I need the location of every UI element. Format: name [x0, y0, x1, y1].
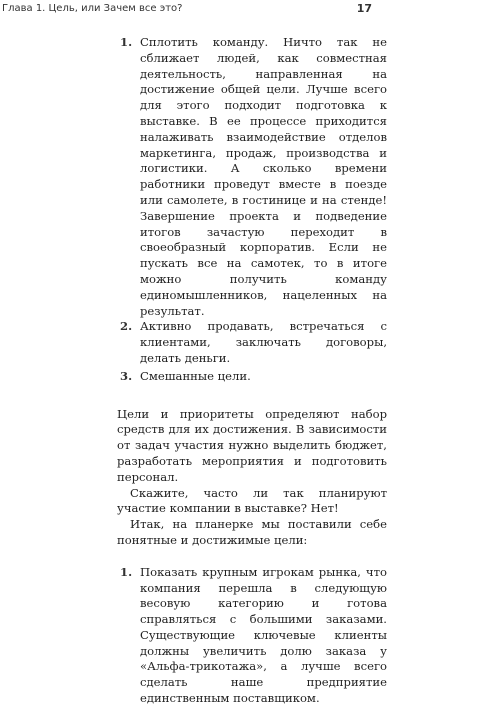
- paragraph: Скажите, часто ли так планируют участие компании в выставке? Нет!: [117, 485, 387, 516]
- list-item: [117, 565, 387, 707]
- list-number: 1.: [120, 564, 133, 579]
- list-text: Показать крупным игрокам рынка, что компания перешла в следующую весовую категорию и готова справляться с большими заказами. Существующие ключевые клиенты должны увеличить долю заказа у «Альфа-трикотажа», а лучше всего сделать наше предприятие единственным поставщиком.: [140, 564, 387, 706]
- list-number: 2.: [120, 319, 133, 334]
- list-text: Смешанные цели.: [140, 368, 251, 383]
- list-item: [117, 319, 387, 366]
- page-number: 17: [356, 2, 372, 15]
- paragraph: Цели и приоритеты определяют набор средств для их достижения. В зависимости от задач участия нужно выделить бюджет, разработать мероприятия и подготовить персонал.: [117, 406, 387, 484]
- page-header: [0, 0, 500, 20]
- list-item: [117, 369, 387, 385]
- list-item: [117, 35, 387, 319]
- list-number: 3.: [120, 368, 133, 383]
- goals-list: [117, 35, 387, 385]
- list-text: Активно продавать, встречаться с клиентами, заключать договоры, делать деньги.: [140, 319, 387, 365]
- page-body: [117, 35, 387, 707]
- set-goals-list: [117, 565, 387, 707]
- list-text: Сплотить команду. Ничто так не сближает людей, как совместная деятельность, направленная на достижение общей цели. Лучше всего для этого подходит подготовка к выставке. В ее процессе приходится налаживать взаимодействие отделов маркетинга, продаж, производства и логистики. А сколько времени работники проведут вместе в поезде или самолете, в гостинице и на стенде! Завершение проекта и подведение итогов зачастую переходит в своеобразный корпоратив. Если не пускать все на самотек, то в итоге можно получить команду единомышленников, нацеленных на результат.: [140, 35, 387, 318]
- list-number: 1.: [120, 35, 133, 49]
- paragraph: Итак, на планерке мы поставили себе понятные и достижимые цели:: [117, 517, 387, 547]
- chapter-title: Глава 1. Цель, или Зачем все это?: [2, 3, 183, 14]
